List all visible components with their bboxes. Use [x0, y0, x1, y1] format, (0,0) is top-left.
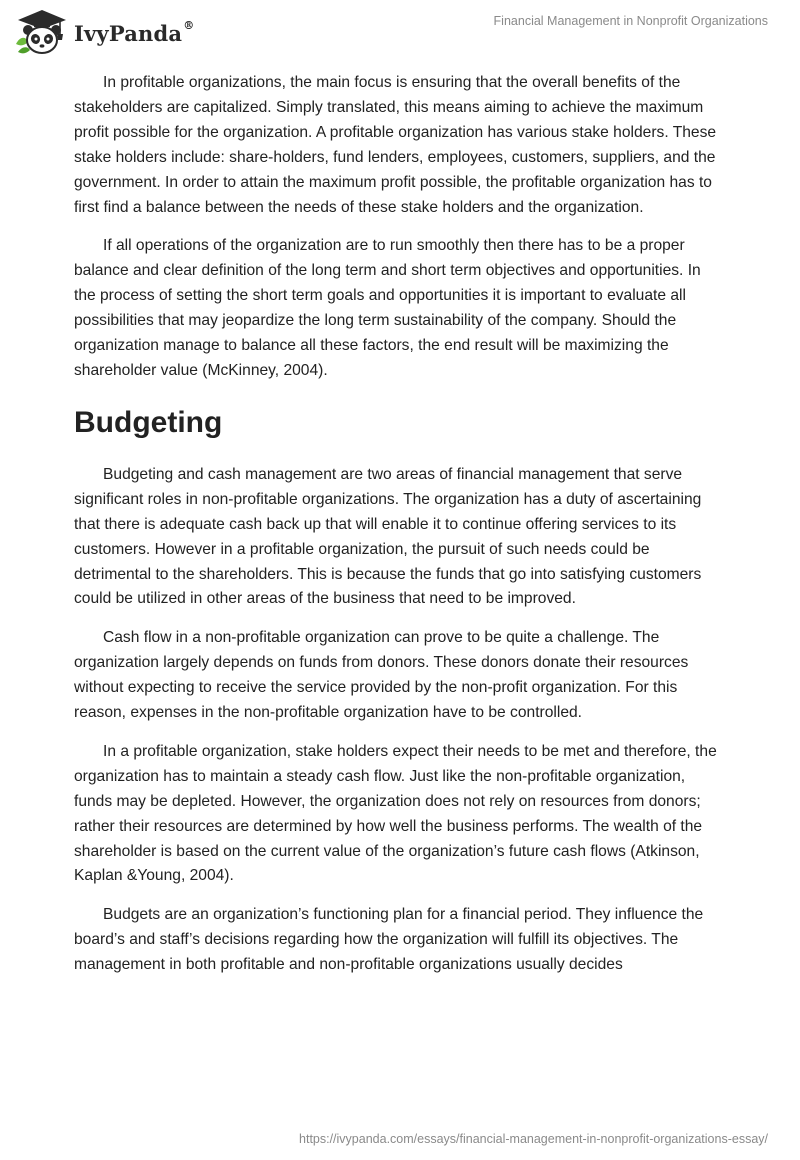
article-body	[74, 71, 726, 992]
logo[interactable]	[14, 8, 194, 56]
source-url[interactable]: https://ivypanda.com/essays/financial-management-in-nonprofit-organizations-essay/	[299, 1132, 768, 1146]
paragraph: If all operations of the organization are to run smoothly then there has to be a proper balance and clear definition of the long term and short term objectives and opportunities. In the process of setting the short term goals and opportunities it is important to evaluate all possibilities that may jeopardize the long term sustainability of the company. Should the organization manage to balance all these factors, the end result will be maximizing the shareholder value (McKinney, 2004).	[74, 237, 701, 379]
paragraph: In profitable organizations, the main focus is ensuring that the overall benefits of the stakeholders are capitalized. Simply translated, this means aiming to achieve the maximum profit possible for the organization. A profitable organization has various stake holders. These stake holders include: share-holders, fund lenders, employees, customers, suppliers, and the government. In order to attain the maximum profit possible, the profitable organization has to first find a balance between the needs of these stake holders and the organization.	[74, 74, 717, 216]
paragraph: In a profitable organization, stake holders expect their needs to be met and therefore, the organization has to maintain a steady cash flow. Just like the non-profitable organization, funds may be depleted. However, the organization does not rely on resources from donors; rather their resources are determined by how well the business performs. The wealth of the shareholder is based on the current value of the organization’s future cash flows (Atkinson, Kaplan &Young, 2004).	[74, 742, 717, 885]
brand-name: IvyPanda®	[74, 18, 195, 46]
paragraph: Cash flow in a non-profitable organization can prove to be quite a challenge. The organization largely depends on funds from donors. These donors donate their resources without expecting to receive the service provided by the non-profit organization. For this reason, expenses in the non-profitable organization have to be controlled.	[74, 629, 689, 722]
paragraph: Budgets are an organization’s functioning plan for a financial period. They influence the board’s and staff’s decisions regarding how the organization will fulfill its objectives. The management in both profitable and non-profitable organizations usually decides	[74, 906, 704, 974]
paragraph: Budgeting and cash management are two areas of financial management that serve significant roles in non-profitable organizations. The organization has a duty of ascertaining that there is adequate cash back up that will enable it to continue offering services to its customers. However in a profitable organization, the pursuit of such needs could be detrimental to the shareholders. This is because the funds that go into satisfying customers could be utilized in other areas of the business that need to be improved.	[74, 465, 702, 608]
panda-graduate-icon	[14, 8, 70, 56]
section-heading: Budgeting	[74, 405, 223, 439]
page-header	[0, 0, 800, 64]
running-title: Financial Management in Nonprofit Organizations	[493, 14, 768, 28]
